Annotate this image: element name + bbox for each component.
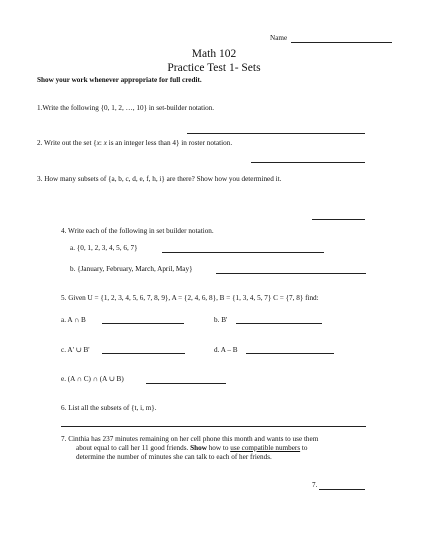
answer-line-6[interactable]: [61, 426, 366, 427]
question-7-line-3: determine the number of minutes she can talk to each of her friends.: [76, 453, 272, 461]
answer-line-5c[interactable]: [102, 353, 185, 354]
answer-line-5d[interactable]: [246, 353, 334, 354]
answer-line-1[interactable]: [187, 133, 365, 134]
question-5e: e. (A ∩ C) ∩ (A ∪ B): [61, 375, 124, 383]
answer-line-2[interactable]: [251, 162, 365, 163]
question-5d: d. A – B: [214, 346, 238, 354]
name-label: Name: [270, 34, 288, 42]
answer-line-7[interactable]: [319, 489, 365, 490]
answer-line-5e[interactable]: [146, 383, 226, 384]
answer-line-4b[interactable]: [216, 273, 366, 274]
answer-line-5b[interactable]: [236, 323, 322, 324]
question-4: 4. Write each of the following in set builder notation.: [61, 227, 214, 235]
question-2: 2. Write out the set {x: x is an integer less than 4} in roster notation.: [37, 139, 233, 147]
question-5: 5. Given U = {1, 2, 3, 4, 5, 6, 7, 8, 9}, A = {2, 4, 6, 8}, B = {1, 3, 4, 5, 7} C = {7, 8} find:: [61, 294, 319, 302]
question-4a: a. {0, 1, 2, 3, 4, 5, 6, 7}: [70, 244, 138, 252]
answer-line-3[interactable]: [312, 219, 365, 220]
test-title: Practice Test 1- Sets: [167, 62, 261, 74]
answer-line-4a[interactable]: [162, 252, 324, 253]
question-7-line-1: 7. Cinthia has 237 minutes remaining on her cell phone this month and wants to use them: [61, 435, 319, 443]
course-title: Math 102: [191, 48, 237, 60]
instructions: Show your work whenever appropriate for full credit.: [37, 76, 202, 84]
question-5c: c. A' ∪ B': [61, 346, 90, 354]
question-1: 1.Write the following {0, 1, 2, …, 10} in set-builder notation.: [37, 104, 215, 112]
question-6: 6. List all the subsets of {t, i, m}.: [61, 404, 157, 412]
question-7-line-2: about equal to call her 11 good friends. Show how to use compatible numbers to: [76, 444, 308, 452]
answer-line-5a[interactable]: [102, 323, 184, 324]
question-3: 3. How many subsets of {a, b, c, d, e, f, h, i} are there? Show how you determined it.: [37, 175, 282, 183]
question-5b: b. B': [214, 316, 228, 324]
question-4b: b. {January, February, March, April, May}: [70, 265, 193, 273]
answer-label-7: 7.: [312, 481, 318, 489]
question-5a: a. A ∩ B: [61, 316, 86, 324]
name-blank[interactable]: [291, 42, 392, 43]
